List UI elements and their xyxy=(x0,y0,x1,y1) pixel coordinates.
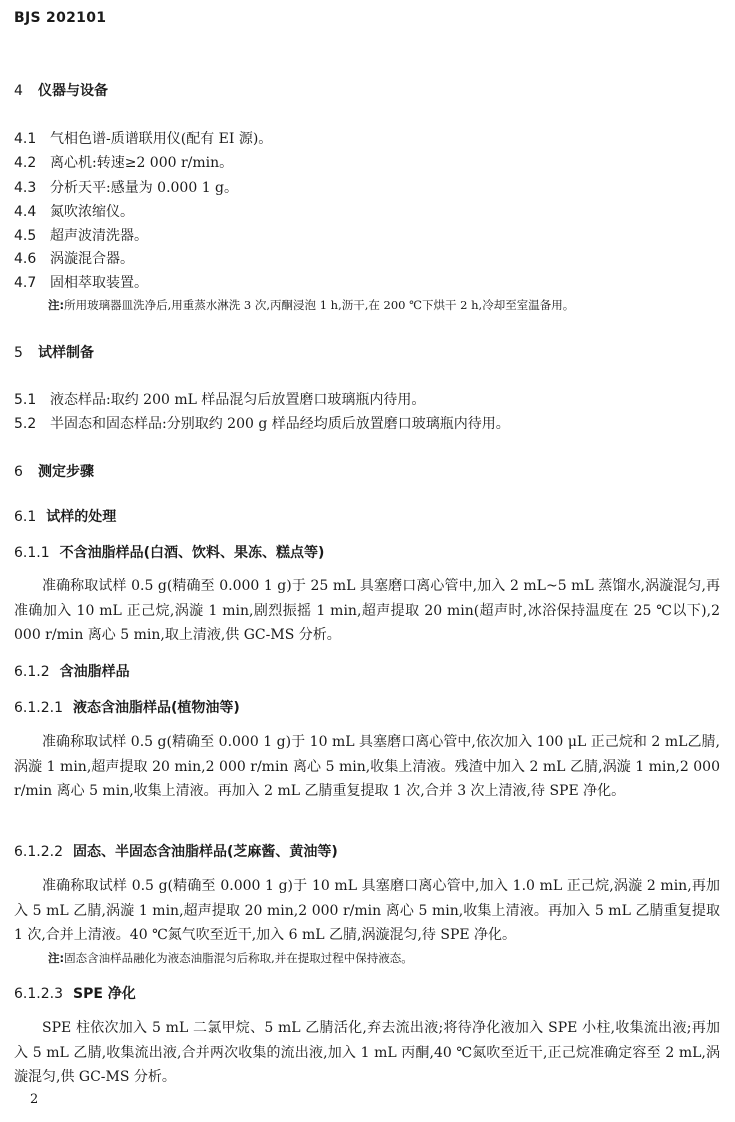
subsection-title: SPE 净化 xyxy=(72,986,136,1002)
item-number: 4.1 xyxy=(14,131,37,147)
equipment-item xyxy=(14,225,148,245)
item-number: 4.7 xyxy=(14,275,37,291)
document-code: BJS 202101 xyxy=(14,10,107,26)
subsection-title: 含油脂样品 xyxy=(59,664,130,680)
note-glassware xyxy=(48,297,574,313)
subsection-number: 6.1.1 xyxy=(14,545,50,561)
sample-item xyxy=(14,413,510,433)
equipment-item xyxy=(14,248,134,268)
note-label: 注: xyxy=(48,951,65,965)
item-text: 分析天平:感量为 0.000 1 g。 xyxy=(50,180,239,196)
paragraph-6-1-2-3: SPE 柱依次加入 5 mL 二氯甲烷、5 mL 乙腈活化,弃去流出液;将待净化液加入 SPE 小柱,收集流出液;再加入 5 mL 乙腈,收集流出液,合并两次收集的流出液,加入 1 mL 丙酮,40 ℃氮吹至近干,正己烷准确定容至 2 mL,涡漩混匀,供 GC-MS 分析。 xyxy=(14,1020,720,1085)
item-text: 气相色谱-质谱联用仪(配有 EI 源)。 xyxy=(50,131,273,147)
note-solid-oil xyxy=(48,950,413,966)
subsection-number: 6.1.2.1 xyxy=(14,700,63,716)
subsection-title: 固态、半固态含油脂样品(芝麻酱、黄油等) xyxy=(72,844,338,860)
subsection-title: 试样的处理 xyxy=(46,509,117,525)
equipment-item xyxy=(14,272,148,292)
item-number: 4.2 xyxy=(14,155,37,171)
section-title: 测定步骤 xyxy=(38,464,94,480)
item-number: 4.5 xyxy=(14,228,37,244)
section-title: 仪器与设备 xyxy=(38,83,108,99)
item-number: 5.1 xyxy=(14,392,37,408)
equipment-item xyxy=(14,177,238,197)
item-text: 液态样品:取约 200 mL 样品混匀后放置磨口玻璃瓶内待用。 xyxy=(50,392,426,408)
section-6-heading xyxy=(14,461,94,481)
item-number: 5.2 xyxy=(14,416,37,432)
subsection-number: 6.1.2.3 xyxy=(14,986,63,1002)
equipment-item xyxy=(14,128,272,148)
section-4-heading xyxy=(14,80,108,100)
subsection-number: 6.1 xyxy=(14,509,37,525)
paragraph-6-1-2-1: 准确称取试样 0.5 g(精确至 0.000 1 g)于 10 mL 具塞磨口离心管中,依次加入 100 μL 正己烷和 2 mL乙腈,涡漩 1 min,超声提取 20 min,2 000 r/min 离心 5 min,收集上清液。残渣中加入 2 mL 乙腈,涡漩 1 min,2 000 r/min 离心 5 min,收集上清液。再加入 2 mL 乙腈重复提取 1 次,合并 3 次上清液,待 SPE 净化。 xyxy=(14,734,720,799)
item-text: 涡漩混合器。 xyxy=(50,251,134,267)
item-text: 氮吹浓缩仪。 xyxy=(50,204,134,220)
item-number: 4.3 xyxy=(14,180,37,196)
subsection-number: 6.1.2 xyxy=(14,664,50,680)
item-number: 4.6 xyxy=(14,251,37,267)
item-text: 超声波清洗器。 xyxy=(50,228,148,244)
subsection-6-1-1-heading xyxy=(14,542,324,562)
item-text: 半固态和固态样品:分别取约 200 g 样品经均质后放置磨口玻璃瓶内待用。 xyxy=(50,416,510,432)
paragraph-6-1-2-2: 准确称取试样 0.5 g(精确至 0.000 1 g)于 10 mL 具塞磨口离心管中,加入 1.0 mL 正己烷,涡漩 2 min,再加入 5 mL 乙腈,涡漩 1 min,超声提取 20 min,2 000 r/min 离心 5 min,收集上清液。再加入 5 mL 乙腈重复提取 1 次,合并上清液。40 ℃氮气吹至近干,加入 6 mL 乙腈,涡漩混匀,待 SPE 净化。 xyxy=(14,878,720,943)
section-5-heading xyxy=(14,342,94,362)
equipment-item xyxy=(14,201,134,221)
subsection-title: 不含油脂样品(白酒、饮料、果冻、糕点等) xyxy=(59,545,325,561)
subsection-6-1-2-1-heading xyxy=(14,697,240,717)
paragraph-6-1-1: 准确称取试样 0.5 g(精确至 0.000 1 g)于 25 mL 具塞磨口离心管中,加入 2 mL~5 mL 蒸馏水,涡漩混匀,再准确加入 10 mL 正己烷,涡漩 1 min,剧烈振摇 1 min,超声提取 20 min(超声时,冰浴保持温度在 25 ℃以下),2 000 r/min 离心 5 min,取上清液,供 GC-MS 分析。 xyxy=(14,578,720,643)
subsection-number: 6.1.2.2 xyxy=(14,844,63,860)
subsection-6-1-heading xyxy=(14,506,116,526)
sample-item xyxy=(14,389,425,409)
section-number: 4 xyxy=(14,83,23,99)
note-text: 所用玻璃器皿洗净后,用重蒸水淋洗 3 次,丙酮浸泡 1 h,沥干,在 200 ℃下烘干 2 h,冷却至室温备用。 xyxy=(64,298,575,312)
subsection-6-1-2-heading xyxy=(14,661,130,681)
note-label: 注: xyxy=(48,298,65,312)
subsection-title: 液态含油脂样品(植物油等) xyxy=(72,700,240,716)
section-number: 6 xyxy=(14,464,23,480)
note-text: 固态含油样品融化为液态油脂混匀后称取,并在提取过程中保持液态。 xyxy=(64,951,413,965)
subsection-6-1-2-3-heading xyxy=(14,983,136,1003)
equipment-item xyxy=(14,152,233,172)
subsection-6-1-2-2-heading xyxy=(14,841,338,861)
section-title: 试样制备 xyxy=(38,345,94,361)
item-text: 离心机:转速≥2 000 r/min。 xyxy=(50,155,234,171)
section-number: 5 xyxy=(14,345,23,361)
item-text: 固相萃取装置。 xyxy=(50,275,148,291)
page-number: 2 xyxy=(30,1092,39,1107)
item-number: 4.4 xyxy=(14,204,37,220)
